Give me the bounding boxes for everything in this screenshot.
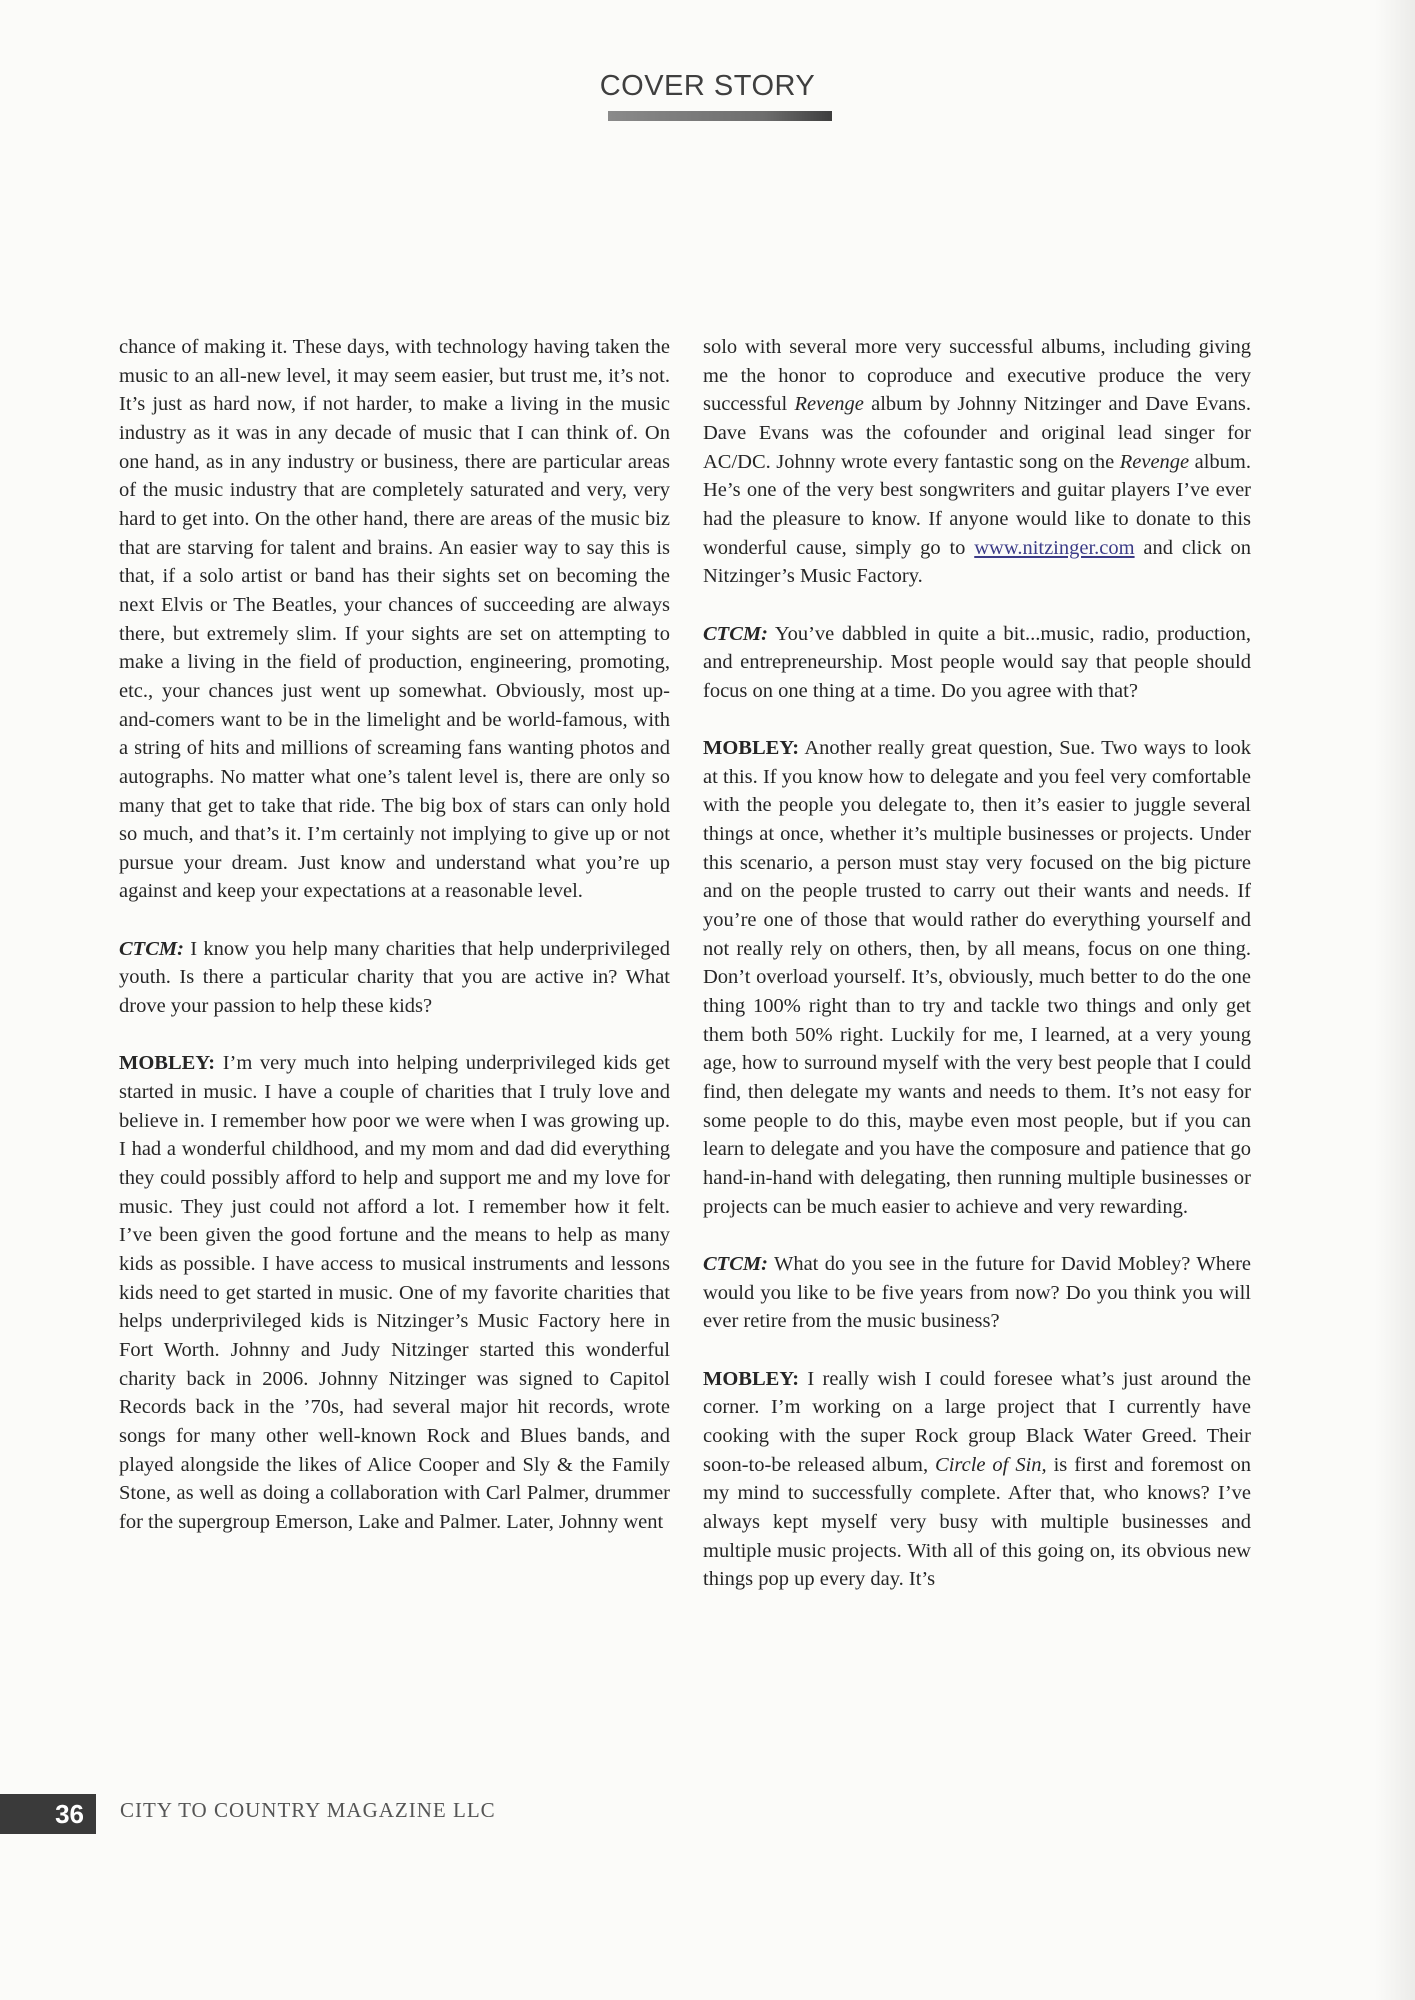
album-title: Revenge <box>794 393 864 416</box>
page-number: 36 <box>55 1799 84 1829</box>
page-number-badge <box>0 1794 96 1834</box>
interview-answer <box>703 734 1251 1221</box>
speaker-label-ctcm: CTCM: <box>119 937 184 960</box>
speaker-label-mobley: MOBLEY: <box>119 1052 216 1075</box>
interview-question <box>703 1250 1251 1336</box>
section-title: COVER STORY <box>599 70 816 102</box>
interview-question <box>119 935 670 1021</box>
publication-name: CITY TO COUNTRY MAGAZINE LLC <box>120 1798 496 1822</box>
answer-text: I really wish I could foresee what’s just around the corner. I’m working on a large project that I currently have cooking with the super Rock group Black Water Greed. Their soon-to-be released album, <box>703 1367 1251 1476</box>
question-text: You’ve dabbled in quite a bit...music, radio, production, and entrepreneurship. Most people would say that people should focus on one thing at a time. Do you agree with that? <box>703 622 1251 702</box>
speaker-label-mobley: MOBLEY: <box>703 1367 800 1390</box>
section-title-underline <box>608 111 832 121</box>
answer-text: Another really great question, Sue. Two ways to look at this. If you know how to delegate and you feel very comfortable with the people you delegate to, then it’s easier to juggle several things at once, whether it’s multiple businesses or projects. Under this scenario, a person must stay very focused on the big picture and on the people trusted to carry out their wants and needs. If you’re one of those that would rather do everything yourself and not really rely on others, then, by all means, focus on one thing. Don’t overload yourself. It’s, obviously, much better to do the one thing 100% right than to try and tackle two things and only get them both 50% right. Luckily for me, I learned, at a very young age, how to surround myself with the very best people that I could find, then delegate my wants and needs to them. It’s not easy for some people to do this, maybe even most people, but if you can learn to delegate and you have the composure and patience that go hand-in-hand with delegating, then running multiple businesses or projects can be much easier to achieve and very rewarding. <box>703 737 1251 1218</box>
speaker-label-mobley: MOBLEY: <box>703 737 800 760</box>
speaker-label-ctcm: CTCM: <box>703 1252 768 1275</box>
album-title: Revenge <box>1119 450 1190 473</box>
page-edge-shading <box>1375 0 1415 2000</box>
paragraph-text: solo with several more very successful albums, including giving me the honor to coproduce and executive produce the very successful <box>703 336 1251 416</box>
article-column-left <box>119 333 670 1537</box>
paragraph-text: album. He’s one of the very best songwriters and guitar players I’ve ever had the pleasure to know. If anyone would like to donate to this wonderful cause, simply go to <box>703 450 1251 559</box>
answer-text: is first and foremost on my mind to successfully complete. After that, who knows? I’ve always kept myself very busy with multiple businesses and multiple music projects. With all of this going on, its obvious new things pop up every day. It’s <box>703 1453 1252 1591</box>
question-text: What do you see in the future for David Mobley? Where would you like to be five years from now? Do you think you will ever retire from the music business? <box>703 1252 1251 1333</box>
paragraph <box>119 333 670 906</box>
paragraph-text: and click on Nitzinger’s Music Factory. <box>703 536 1251 588</box>
nitzinger-link[interactable]: www.nitzinger.com <box>974 536 1135 559</box>
speaker-label-ctcm: CTCM: <box>703 622 768 645</box>
album-title: Circle of Sin, <box>935 1453 1047 1476</box>
interview-answer <box>119 1049 670 1536</box>
question-text: I know you help many charities that help underprivileged youth. Is there a particular charity that you are active in? What drove your passion to help these kids? <box>119 937 670 1018</box>
page-header <box>0 70 1415 103</box>
interview-question <box>703 620 1251 706</box>
paragraph-text: chance of making it. These days, with technology having taken the music to an all-new level, it may seem easier, but trust me, it’s not. It’s just as hard now, if not harder, to make a living in the music industry as it was in any decade of music that I can think of. On one hand, as in any industry or business, there are particular areas of the music industry that are completely saturated and very, very hard to get into. On the other hand, there are areas of the music biz that are starving for talent and brains. An easier way to say this is that, if a solo artist or band has their sights set on becoming the next Elvis or The Beatles, your chances of succeeding are always there, but extremely slim. If your sights are set on attempting to make a living in the field of production, engineering, promoting, etc., your chances just went up somewhat. Obviously, most up-and-comers want to be in the limelight and be world-famous, with a string of hits and millions of screaming fans wanting photos and autographs. No matter what one’s talent level is, there are only so many that get to take that ride. The big box of stars can only hold so much, and that’s it. I’m certainly not implying to give up or not pursue your dream. Just know and understand what you’re up against and keep your expectations at a reasonable level. <box>119 336 670 903</box>
paragraph <box>703 333 1251 591</box>
paragraph-text: album by Johnny Nitzinger and Dave Evans. Dave Evans was the cofounder and original lead singer for AC/DC. Johnny wrote every fantastic song on the <box>703 393 1251 473</box>
article-column-right <box>703 333 1251 1594</box>
answer-text: I’m very much into helping underprivileged kids get started in music. I have a couple of charities that I truly love and believe in. I remember how poor we were when I was growing up. I had a wonderful childhood, and my mom and dad did everything they could possibly afford to help and support me and my love for music. They just could not afford a lot. I remember how it felt. I’ve been given the good fortune and the means to help as many kids as possible. I have access to musical instruments and lessons kids need to get started in music. One of my favorite charities that helps underprivileged kids is Nitzinger’s Music Factory here in Fort Worth. Johnny and Judy Nitzinger started this wonderful charity back in 2006. Johnny Nitzinger was signed to Capitol Records back in the ’70s, had several major hit records, wrote songs for many other well-known Rock and Blues bands, and played alongside the likes of Alice Cooper and Sly & the Family Stone, as well as doing a collaboration with Carl Palmer, drummer for the supergroup Emerson, Lake and Palmer. Later, Johnny went <box>119 1052 670 1533</box>
interview-answer <box>703 1365 1251 1594</box>
